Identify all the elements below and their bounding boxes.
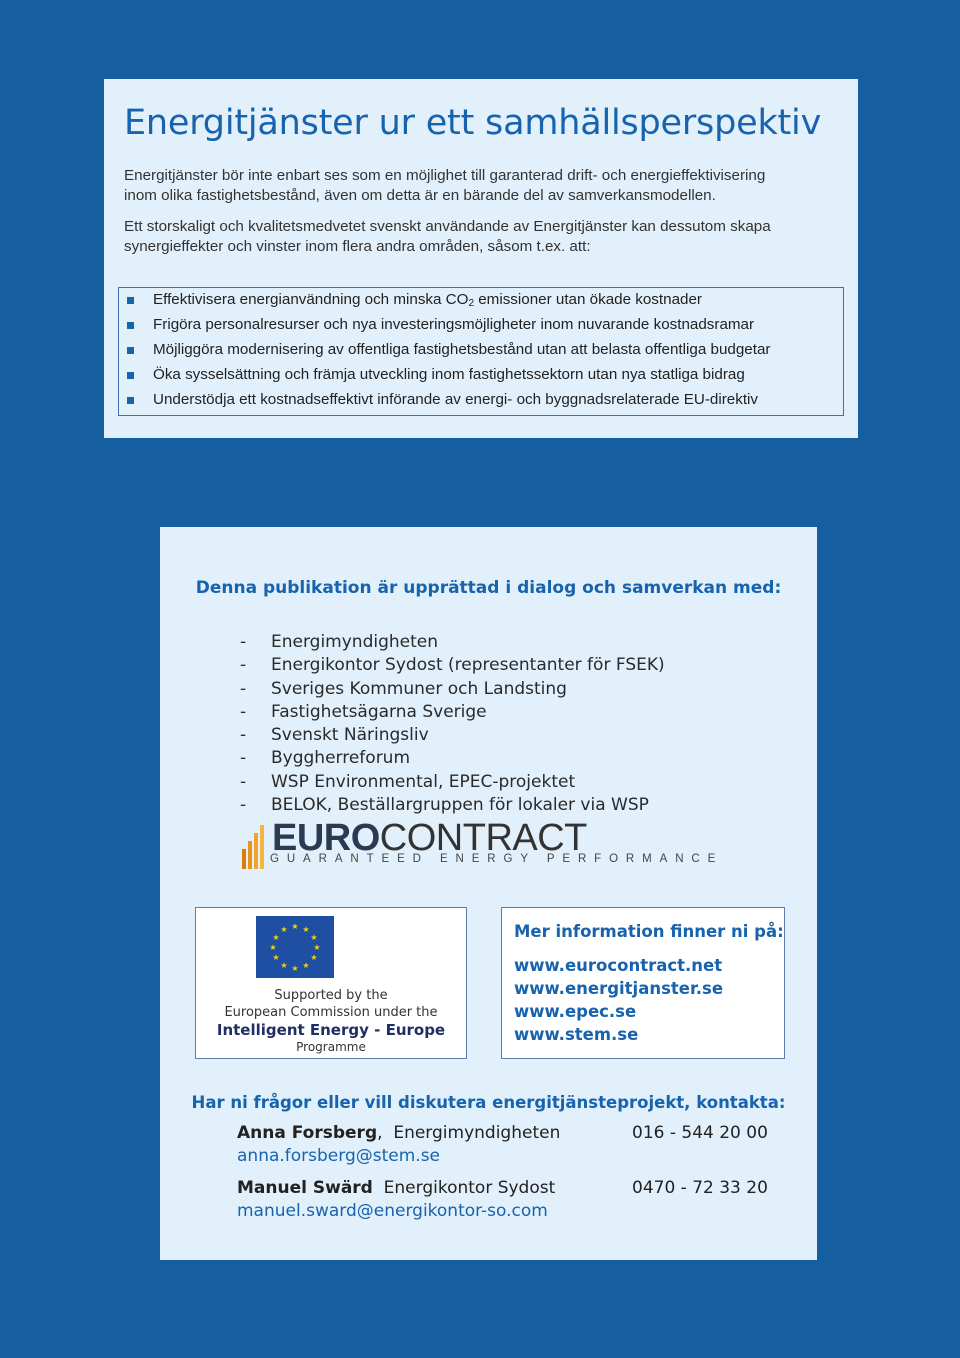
partner-item — [240, 725, 429, 745]
eu-flag-icon — [256, 916, 334, 978]
svg-text:★: ★ — [272, 933, 280, 942]
svg-text:★: ★ — [291, 922, 299, 931]
eurocontract-tagline: GUARANTEED ENERGY PERFORMANCE — [270, 853, 724, 865]
subscript: 2 — [468, 298, 475, 309]
contact-phone: 016 - 544 20 00 — [632, 1123, 768, 1143]
partner-name: Fastighetsägarna Sverige — [271, 702, 487, 722]
bullet-square-icon — [127, 347, 134, 354]
bar-chart-icon — [242, 821, 268, 869]
dash: - — [240, 725, 247, 745]
contact-name — [237, 1178, 555, 1198]
contact-name — [237, 1123, 560, 1143]
eu-logo-line: Supported by the — [274, 988, 388, 1003]
partner-name: Energimyndigheten — [271, 632, 439, 652]
svg-text:★: ★ — [313, 943, 321, 952]
list-item-text: Frigöra personalresurser och nya investeringsmöjligheter inom nuvarande kostnadsramar — [153, 316, 755, 333]
contact-separator: , — [377, 1123, 383, 1143]
intro-paragraph-2-line-2: synergieffekter och vinster inom flera andra områden, såsom t.ex. att: — [124, 238, 591, 255]
partner-item — [240, 795, 649, 815]
bullet-square-icon — [127, 372, 134, 379]
more-info-box — [501, 907, 785, 1059]
eu-logo-line: European Commission under the — [224, 1005, 438, 1020]
dash: - — [240, 632, 247, 652]
partner-name: Svenskt Näringsliv — [271, 725, 429, 745]
bullet-square-icon — [127, 322, 134, 329]
partner-item — [240, 632, 438, 652]
svg-text:★: ★ — [280, 961, 288, 970]
dash: - — [240, 748, 247, 768]
benefits-list — [118, 287, 844, 416]
eurocontract-logo — [242, 817, 724, 871]
bullet-square-icon — [127, 397, 134, 404]
list-item-text: Möjliggöra modernisering av offentliga fastighetsbestånd utan att belasta offentliga budgetar — [153, 341, 771, 358]
partner-item — [240, 655, 665, 675]
svg-text:★: ★ — [302, 925, 310, 934]
partner-name: Sveriges Kommuner och Landsting — [271, 679, 567, 699]
partner-item — [240, 679, 567, 699]
dash: - — [240, 679, 247, 699]
eu-logo-line: Intelligent Energy - Europe — [216, 1021, 446, 1039]
intro-paragraph-2-line-1: Ett storskaligt och kvalitetsmedvetet svenskt användande av Energitjänster kan dessutom skapa — [124, 218, 771, 235]
website-link[interactable]: www.eurocontract.net — [514, 956, 723, 975]
partner-item — [240, 748, 410, 768]
dash: - — [240, 795, 247, 815]
partner-item — [240, 702, 487, 722]
intro-panel — [104, 79, 858, 438]
website-link[interactable]: www.stem.se — [514, 1025, 639, 1044]
svg-text:★: ★ — [310, 933, 318, 942]
dash: - — [240, 702, 247, 722]
contact-email[interactable]: manuel.sward@energikontor-so.com — [237, 1201, 548, 1221]
partners-panel — [160, 527, 817, 1260]
intro-paragraph-2 — [124, 217, 849, 257]
list-item-text: Öka sysselsättning och främja utveckling inom fastighetssektorn utan nya statliga bidrag — [153, 366, 745, 383]
list-item-text-part: Effektivisera energianvändning och minska CO — [153, 291, 469, 308]
partner-name: Energikontor Sydost (representanter för FSEK) — [271, 655, 665, 675]
dash: - — [240, 655, 247, 675]
logo-euro: EURO — [272, 817, 380, 859]
list-item-text — [153, 291, 702, 309]
svg-text:★: ★ — [280, 925, 288, 934]
partners-heading: Denna publikation är upprättad i dialog och samverkan med: — [195, 578, 782, 598]
page-title: Energitjänster ur ett samhällsperspektiv — [124, 103, 822, 143]
intro-paragraph-1 — [124, 166, 849, 206]
contact-organization: Energikontor Sydost — [383, 1178, 556, 1198]
svg-text:★: ★ — [302, 961, 310, 970]
contact-person: Manuel Swärd — [237, 1178, 373, 1198]
website-link[interactable]: www.epec.se — [514, 1002, 637, 1021]
website-link[interactable]: www.energitjanster.se — [514, 979, 724, 998]
contact-person: Anna Forsberg — [237, 1123, 378, 1143]
logo-contract: CONTRACT — [379, 817, 587, 859]
svg-text:★: ★ — [272, 953, 280, 962]
partner-name: BELOK, Beställargruppen för lokaler via WSP — [271, 795, 649, 815]
partner-name: Byggherreforum — [271, 748, 411, 768]
svg-text:★: ★ — [291, 964, 299, 973]
more-info-heading: Mer information finner ni på: — [514, 922, 784, 941]
list-item-text-part: emissioner utan ökade kostnader — [474, 291, 702, 308]
partner-name: WSP Environmental, EPEC-projektet — [271, 772, 576, 792]
intro-paragraph-1-line-2: inom olika fastighetsbestånd, även om detta är en bärande del av samverkansmodellen. — [124, 187, 716, 204]
list-item-text: Understödja ett kostnadseffektivt införande av energi- och byggnadsrelaterade EU-direktiv — [153, 391, 759, 408]
dash: - — [240, 772, 247, 792]
contact-organization: Energimyndigheten — [393, 1123, 561, 1143]
bullet-square-icon — [127, 297, 134, 304]
contact-email[interactable]: anna.forsberg@stem.se — [237, 1146, 441, 1166]
intro-paragraph-1-line-1: Energitjänster bör inte enbart ses som en möjlighet till garanterad drift- och energieffektivisering — [124, 167, 766, 184]
eu-logo-line: Programme — [296, 1040, 366, 1054]
partner-item — [240, 772, 575, 792]
contact-phone: 0470 - 72 33 20 — [632, 1178, 768, 1198]
svg-text:★: ★ — [269, 943, 277, 952]
eu-support-logo — [195, 907, 467, 1059]
svg-text:★: ★ — [310, 953, 318, 962]
contact-heading: Har ni frågor eller vill diskutera energitjänsteprojekt, kontakta: — [191, 1093, 786, 1112]
